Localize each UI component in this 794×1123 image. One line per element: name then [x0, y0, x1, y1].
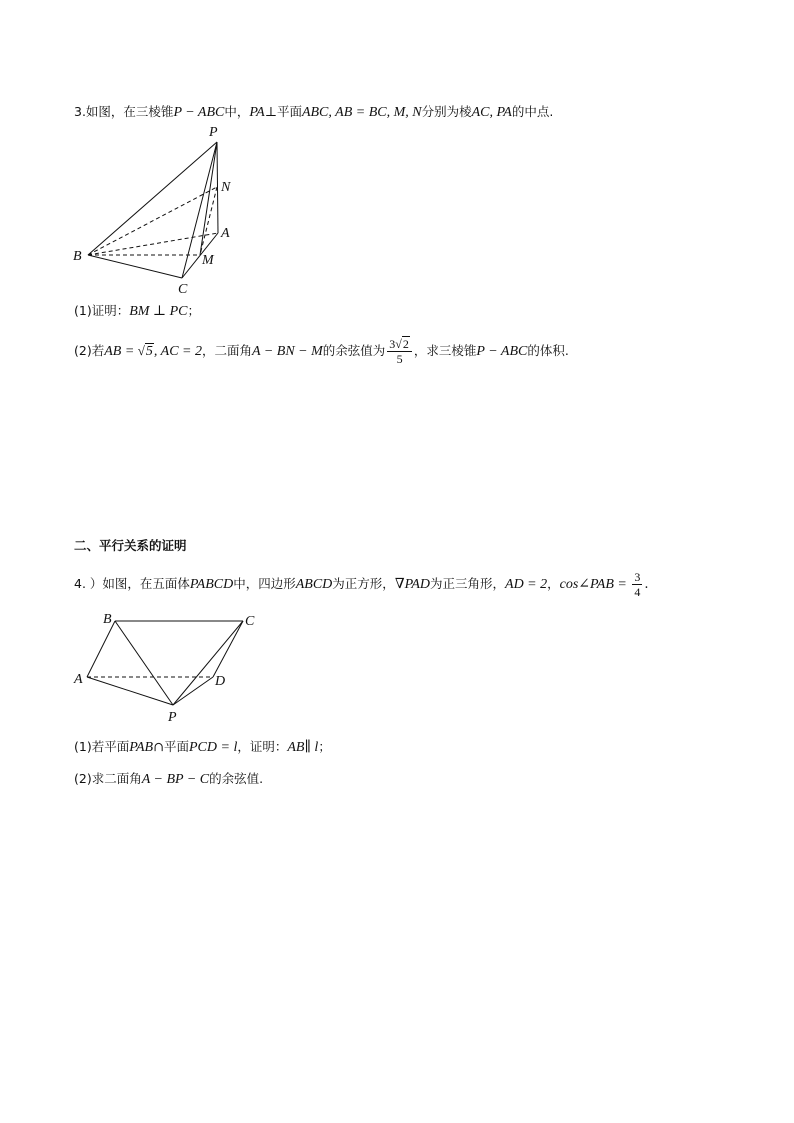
section-title: 二、平行关系的证明: [74, 538, 187, 553]
edge-CD: [213, 621, 243, 677]
segment-BN: [88, 187, 217, 255]
q4-part1: (1)若平面PAB∩平面PCD = l，证明：AB∥ l；: [74, 739, 331, 755]
label-C: C: [178, 282, 188, 297]
label-P: P: [168, 710, 177, 725]
label-C: C: [245, 614, 255, 629]
q4-part2: (2)求二面角A − BP − C的余弦值.: [74, 771, 264, 787]
q4-intro: 4. ）如图，在五面体PABCD中，四边形ABCD为正方形，∇PAD为正三角形，AD = 2，cos∠PAB = $\frac{3}{4}$ .: [74, 570, 649, 599]
q3-part2: (2)若AB = √5, AC = 2，二面角A − BN − M的余弦值为 $\frac{3√2}{5}$ ，求三棱锥P − ABC的体积.: [74, 337, 569, 366]
label-B: B: [103, 612, 112, 627]
edge-CP: [173, 621, 243, 705]
edge-BP: [115, 621, 173, 705]
edge-BC: [88, 255, 182, 278]
sqrt-5: √5: [137, 343, 153, 359]
q3-tetrahedron-figure: [70, 122, 250, 297]
label-B: B: [73, 249, 82, 264]
label-A: A: [74, 672, 83, 687]
label-A: A: [221, 226, 230, 241]
label-D: D: [215, 674, 226, 689]
edge-PB: [88, 142, 217, 255]
fraction-3sqrt2-over-5: $\frac{3√2}{5}$: [387, 337, 412, 366]
q3-intro: 3.如图，在三棱锥P − ABC中，PA⊥平面ABC, AB = BC, M, N分别为棱AC, PA的中点.: [74, 104, 554, 120]
fraction-3-over-4: $\frac{3}{4}$: [634, 570, 641, 599]
q3-part1: (1)证明：BM ⊥ PC；: [74, 303, 201, 319]
segment-BA: [88, 233, 218, 255]
label-M: M: [202, 253, 214, 268]
q4-pentahedron-figure: [70, 608, 270, 726]
label-N: N: [221, 180, 231, 195]
edge-AP: [87, 677, 173, 705]
label-P: P: [209, 125, 218, 140]
edge-AB: [87, 621, 115, 677]
